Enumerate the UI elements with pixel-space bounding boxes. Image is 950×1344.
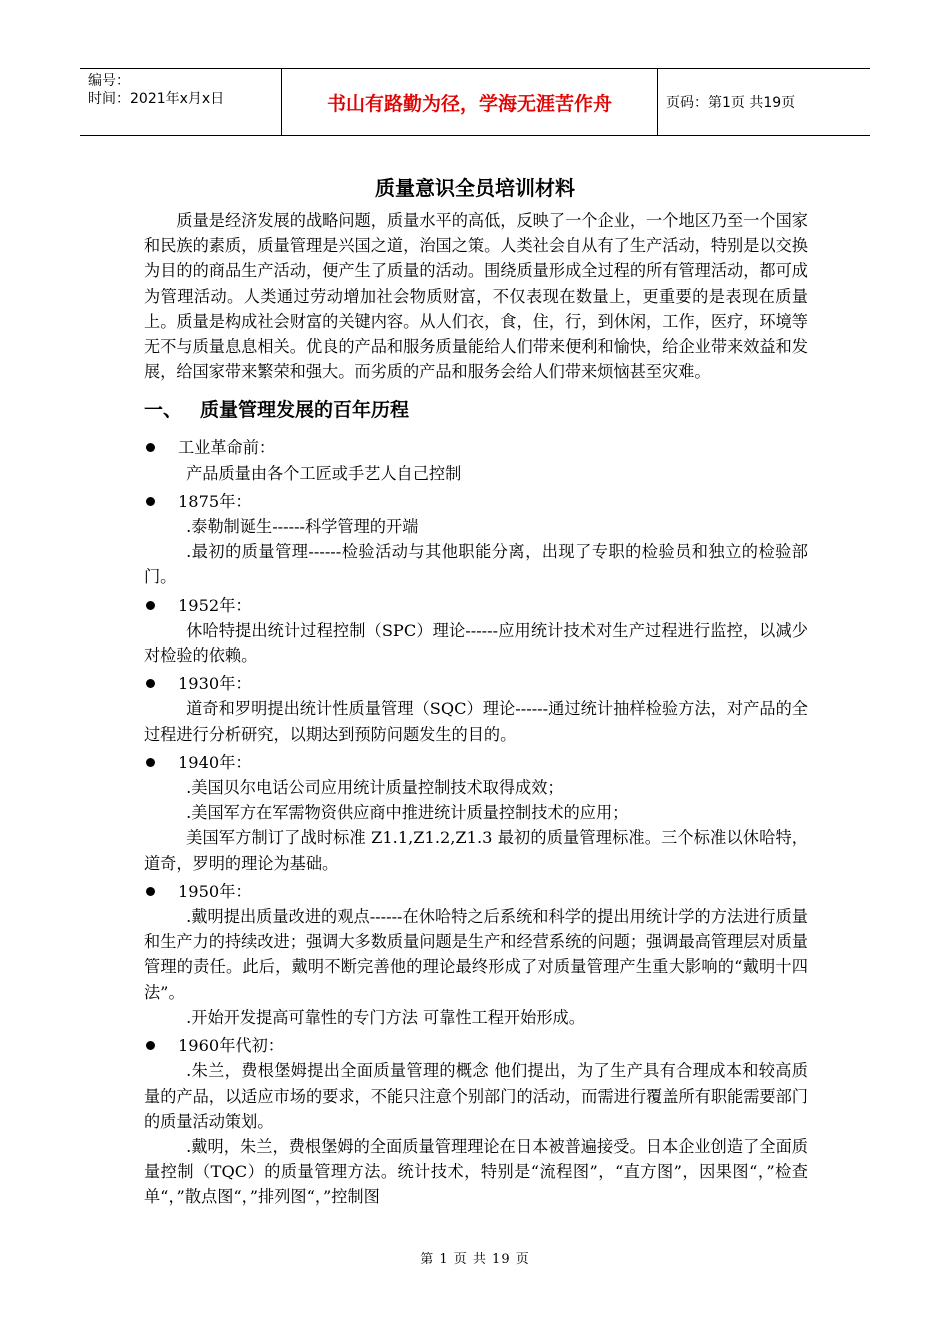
bullet-icon <box>146 443 155 452</box>
history-item-text: 休哈特提出统计过程控制（SPC）理论------应用统计技术对生产过程进行监控，以减少对检验的依赖。 <box>144 620 808 666</box>
bullet-icon <box>146 758 155 767</box>
history-item-text: .美国贝尔电话公司应用统计质量控制技术取得成效； <box>186 778 564 798</box>
history-item-text: .开始开发提高可靠性的专门方法 可靠性工程开始形成。 <box>186 1007 585 1027</box>
header-page-label: 页码：第1页 共19页 <box>666 95 796 111</box>
document-number-label: 编号： <box>88 73 130 89</box>
history-item-label: 1950年： <box>178 881 252 901</box>
intro-paragraph: 质量是经济发展的战略问题，质量水平的高低，反映了一个企业，一个地区乃至一个国家和民族的素质，质量管理是兴国之道，治国之策。人类社会自从有了生产活动，特别是以交换为目的的商品生产活动，便产生了质量的活动。围绕质量形成全过程的所有管理活动，都可成为管理活动。人类通过劳动增加社会物质财富，不仅表现在数量上，更重要的是表现在质量上。质量是构成社会财富的关键内容。从人们衣，食，住，行，到休闲，工作，医疗，环境等无不与质量息息相关。优良的产品和服务质量能给人们带来便利和愉快，给企业带来效益和发展，给国家带来繁荣和强大。而劣质的产品和服务会给人们带来烦恼甚至灾难。 <box>144 211 808 382</box>
bullet-icon <box>146 887 155 896</box>
history-item <box>144 489 808 514</box>
section-heading <box>144 397 808 423</box>
history-list <box>144 435 808 1209</box>
document-body <box>144 208 808 1210</box>
header-meta <box>80 69 282 135</box>
history-item-text: .戴明提出质量改进的观点------在休哈特之后系统和科学的提出用统计学的方法进行质量和生产力的持续改进；强调大多数质量问题是生产和经营系统的问题；强调最高管理层对质量管理的责任。此后，戴明不断完善他的理论最终形成了对质量管理产生重大影响的“戴明十四法”。 <box>144 907 808 1002</box>
history-item-text: .泰勒制诞生------科学管理的开端 <box>186 517 419 537</box>
history-item <box>144 671 808 696</box>
header-motto: 书山有路勤为径，学海无涯苦作舟 <box>282 69 658 135</box>
section-number: 一、 <box>144 399 183 422</box>
history-item-text: .美国军方在军需物资供应商中推进统计质量控制技术的应用； <box>186 803 629 823</box>
history-item <box>144 750 808 775</box>
page-footer: 第 1 页 共 19 页 <box>420 1252 530 1267</box>
history-item-label: 1940年： <box>178 752 252 772</box>
bullet-icon <box>146 1041 155 1050</box>
history-item-text: .朱兰，费根堡姆提出全面质量管理的概念 他们提出，为了生产具有合理成本和较高质量的产品，以适应市场的要求，不能只注意个别部门的活动，而需进行覆盖所有职能需要部门的质量活动策划。 <box>144 1061 808 1131</box>
section-title: 质量管理发展的百年历程 <box>200 399 410 422</box>
history-item <box>144 593 808 618</box>
history-item-text: 道奇和罗明提出统计性质量管理（SQC）理论------通过统计抽样检验方法，对产品的全过程进行分析研究，以期达到预防问题发生的目的。 <box>144 699 808 744</box>
history-item-label: 1960年代初： <box>178 1036 284 1056</box>
page-header <box>80 68 870 136</box>
history-item-label: 工业革命前： <box>178 438 276 458</box>
document-date-label: 时间：2021年x月x日 <box>88 91 225 107</box>
bullet-icon <box>146 497 155 506</box>
bullet-icon <box>146 601 155 610</box>
document-title: 质量意识全员培训材料 <box>375 176 575 200</box>
history-item-text: .最初的质量管理------检验活动与其他职能分离，出现了专职的检验员和独立的检验部门。 <box>144 542 808 587</box>
history-item <box>144 1033 808 1058</box>
bullet-icon <box>146 679 155 688</box>
history-item-label: 1930年： <box>178 674 252 694</box>
history-item-text: .戴明，朱兰，费根堡姆的全面质量管理理论在日本被普遍接受。日本企业创造了全面质量控制（TQC）的质量管理方法。统计技术，特别是“流程图”，“直方图”，因果图“，”检查单“，”散点图“，”排列图“，”控制图 <box>144 1136 808 1207</box>
history-item <box>144 435 808 460</box>
history-item-label: 1952年： <box>178 595 252 615</box>
history-item-text: 产品质量由各个工匠或手艺人自己控制 <box>186 463 462 483</box>
history-item-text: 美国军方制订了战时标准 Z1.1,Z1.2,Z1.3 最初的质量管理标准。三个标准以休哈特，道奇，罗明的理论为基础。 <box>144 828 808 873</box>
history-item-label: 1875年： <box>178 491 252 511</box>
history-item <box>144 879 808 904</box>
